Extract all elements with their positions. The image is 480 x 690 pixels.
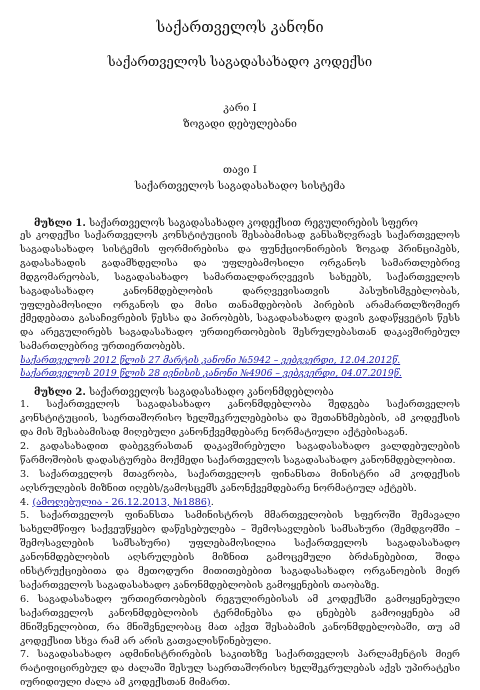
article-2-number: მუხლი 2.: [34, 387, 86, 399]
article-2-paragraph-1: 1. საქართველოს საგადასახადო კანონმდებლობა შედგება საქართველოს კონსტიტუციის, საერთაშორისო ხელშეკრულებებისა და შეთანხმებების, ამ კოდექსის და მის შესაბამისად მიღებული კანონქვემდებარე ნორმატიული აქტებისაგან.: [20, 399, 460, 438]
repealed-link[interactable]: (ამოღებულია - 26.12.2013, №1886): [32, 496, 211, 508]
article-2-heading: [20, 387, 460, 398]
article-1-heading: [20, 218, 460, 229]
article-2-paragraph-3: 3. საქართველოს მთავრობა, საქართველოს ფინანსთა მინისტრი ამ კოდექსის აღსრულების მიზნით იღებს/გამოსცემს კანონქვემდებარე ნორმატიულ აქტებს.: [20, 468, 460, 494]
article-1-title: საქართველოს საგადასახადო კოდექსით რეგულირების სფერო: [89, 218, 418, 229]
article-2-title: საქართველოს საგადასახადო კანონმდებლობა: [89, 387, 334, 399]
part-heading: [20, 100, 460, 132]
article-2-paragraph-5: 5. საქართველოს ფინანსთა სამინისტროს მმართველობის სფეროში შემავალი სახელმწიფო საქვეუწყებო დაწესებულება – შემოსავლების სამსახური (შემდგომში – შემოსავლების სამსახური) უფლებამოსილია საქართველოს საგადასახადო კანონმდებლობის აღსრულების მიზნით გამოცემული ბრძანებებით, შიდა ინსტრუქციებითა და მეთოდური მითითებებით საგადასახადო ორგანოების მიერ საქართველოს საგადასახადო კანონმდებლობის გამოყენების თაობაზე.: [20, 510, 460, 591]
article-2-paragraph-6: 6. საგადასახადო ურთიერთობების რეგულირებისას ამ კოდექსში გამოყენებული საქართველოს კანონმდებლობის ტერმინებსა და ცნებებს გამოიყენება ამ მნიშვნელობით, რა მნიშვნელობაც მათ აქვთ შესაბამის კანონმდებლობაში, თუ ამ კოდექსით სხვა რამ არ არის გათვალისწინებული.: [20, 593, 460, 647]
article-1-amendments: [20, 354, 460, 380]
article-2-paragraph-4: [20, 496, 460, 510]
law-title: საქართველოს კანონი: [156, 20, 324, 36]
amendment-link-2[interactable]: საქართველოს 2019 წლის 28 ივნისის კანონი №4906 – ვებგვერდი, 04.07.2019წ.: [20, 368, 402, 380]
paragraph-4-number: 4.: [20, 496, 30, 508]
part-title: ზოგადი დებულებანი: [183, 118, 297, 130]
chapter-heading: [20, 162, 460, 194]
amendment-link-1[interactable]: საქართველოს 2012 წლის 27 მარტის კანონი №5942 – ვებგვერდი, 12.04.2012წ.: [20, 355, 401, 367]
chapter-label: თავი I: [223, 164, 257, 176]
article-2-paragraph-2: 2. გადასახადით დაბეგვრასთან დაკავშირებული საგადასახადო ვალდებულების წარმოშობის დადასტურება მოქმედი საქართველოს საგადასახადო კანონმდებლობით.: [20, 440, 460, 466]
article-1-number: მუხლი 1.: [34, 218, 86, 229]
part-label: კარი I: [223, 102, 257, 114]
chapter-title: საქართველოს საგადასახადო სისტემა: [134, 180, 346, 192]
code-title: საქართველოს საგადასახადო კოდექსი: [107, 55, 373, 70]
article-1-text: ეს კოდექსი საქართველოს კონსტიტუციის შესაბამისად განსაზღვრავს საქართველოს საგადასახადო სისტემის ფორმირებისა და ფუნქციონირების ზოგად პრინციპებს, გადასახადის გადამხდელისა და უფლებამოსილი ორგანოს სამართლებრივ მდგომარეობას, საგადასახადო სამართალდარღვევის სახეებს, საქართველოს საგადასახადო კანონმდებლობის დარღვევისათვის პასუხისმგებლობას, უფლებამოსილი ორგანოს და მისი თანამდებობის პირების არამართლზომიერ ქმედებათა გასაჩივრების წესსა და პირობებს, საგადასახადო დავის გადაწყვეტის წესს და არეგულირებს საგადასახადო ურთიერთობების შესრულებასთან დაკავშირებულ სამართლებრივ ურთიერთობებს.: [20, 230, 460, 353]
paragraph-4-period: .: [210, 496, 214, 508]
article-2-paragraph-7: 7. საგადასახადო ადმინისტრირების საკითხზე საქართველოს პარლამენტის მიერ რატიფიცირებულ და ძალაში შესულ საერთაშორისო ხელშეკრულებას აქვს უპირატესი იურიდიული ძალა ამ კოდექსთან მიმართ.: [20, 649, 460, 689]
